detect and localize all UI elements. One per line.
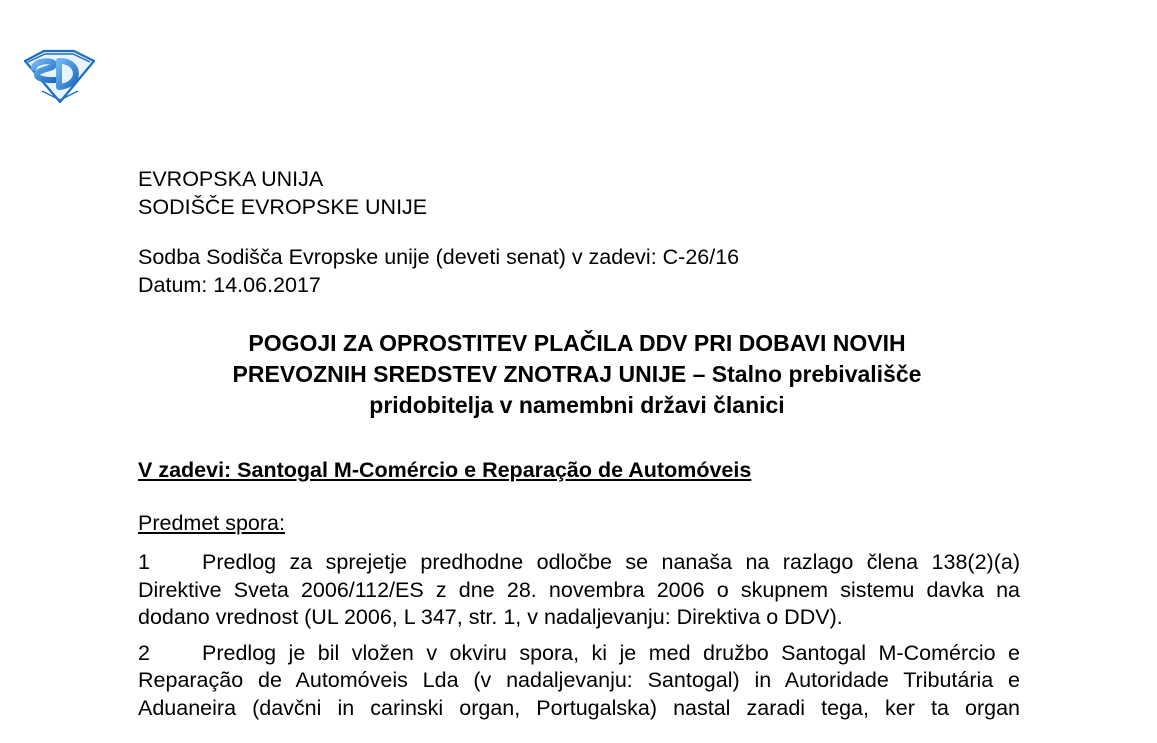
paragraph-1 <box>138 549 1020 632</box>
case-date: Datum: 14.06.2017 <box>138 272 321 297</box>
section-heading: Predmet spora: <box>138 510 285 535</box>
paragraph-2 <box>138 640 1020 723</box>
document-body <box>138 166 1020 722</box>
paragraph-line: dodano vrednost (UL 2006, L 347, str. 1, v nadaljevanju: Direktiva o DDV). <box>138 605 843 629</box>
paragraph-number: 1 <box>138 550 150 574</box>
title-line-2: PREVOZNIH SREDSTEV ZNOTRAJ UNIJE – Stalno prebivališče <box>232 361 922 387</box>
case-info <box>138 244 1020 299</box>
title-line-3: pridobitelja v namembni državi članici <box>369 392 785 418</box>
document-title <box>134 328 1020 421</box>
court-header <box>138 166 1020 221</box>
header-line-eu: EVROPSKA UNIJA <box>138 167 324 191</box>
paragraph-line: Aduaneira (davčni in carinski organ, Portugalska) nastal zaradi tega, ker ta organ <box>138 695 1020 720</box>
paragraph-line: 1 Predlog za sprejetje predhodne odločbe se nanaša na razlago člena 138(2)(a) <box>138 549 1020 577</box>
sd-shield-logo-icon <box>22 47 96 103</box>
paragraph-line: Direktive Sveta 2006/112/ES z dne 28. novembra 2006 o skupnem sistemu davka na <box>138 577 1020 602</box>
title-line-1: POGOJI ZA OPROSTITEV PLAČILA DDV PRI DOBAVI NOVIH <box>248 330 906 356</box>
case-reference: Sodba Sodišča Evropske unije (deveti senat) v zadevi: C-26/16 <box>138 245 740 269</box>
case-subject: V zadevi: Santogal M-Comércio e Reparação de Automóveis <box>138 458 752 482</box>
paragraph-line: Reparação de Automóveis Lda (v nadaljevanju: Santogal) in Autoridade Tributária e <box>138 668 1020 692</box>
header-line-court: SODIŠČE EVROPSKE UNIJE <box>138 194 428 219</box>
paragraph-number: 2 <box>138 640 150 665</box>
paragraph-line: 2 Predlog je bil vložen v okviru spora, ki je med družbo Santogal M-Comércio e <box>138 640 1020 668</box>
